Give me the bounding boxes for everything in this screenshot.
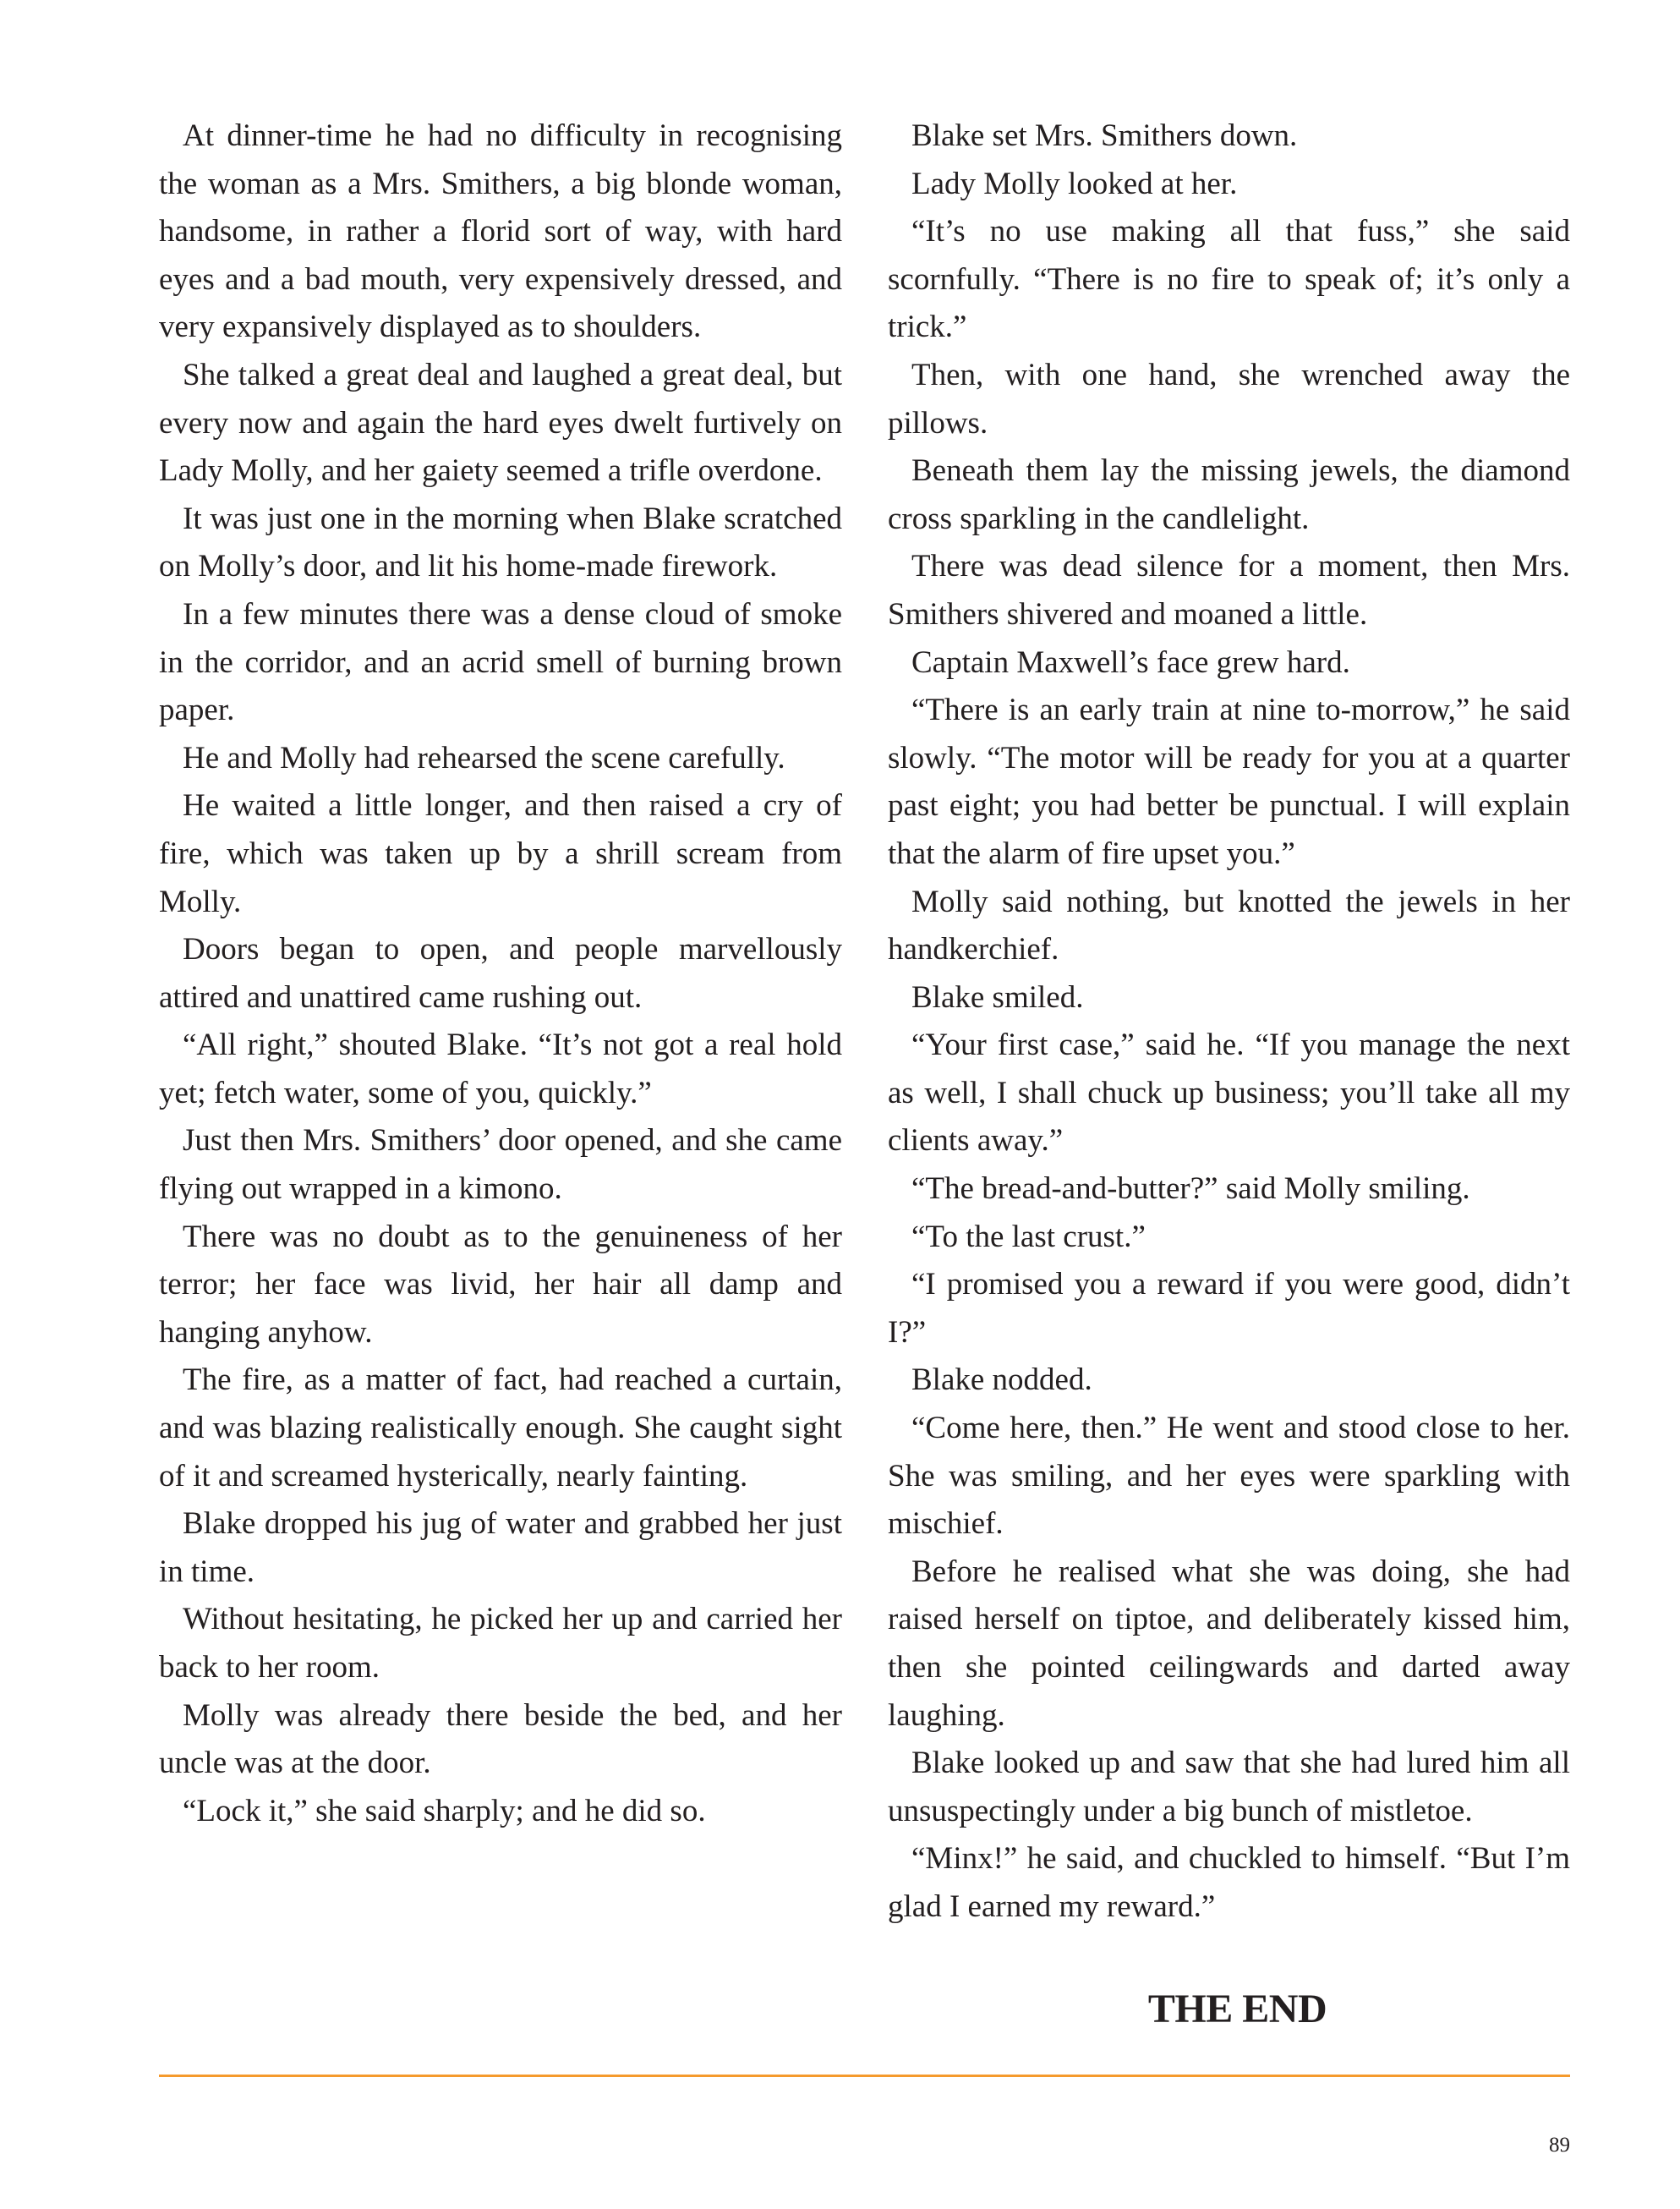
left-text-column [159, 112, 842, 1835]
paragraph: “Come here, then.” He went and stood close to her. She was smiling, and her eyes were sparkling with mischief. [888, 1411, 1570, 1542]
paragraph: Doors began to open, and people marvellously attired and unattired came rushing out. [159, 932, 842, 1015]
paragraph: Then, with one hand, she wrenched away the pillows. [888, 357, 1570, 441]
paragraph: There was no doubt as to the genuineness of her terror; her face was livid, her hair all damp and hanging anyhow. [159, 1219, 842, 1350]
paragraph: Lady Molly looked at her. [911, 166, 1238, 201]
paragraph: Captain Maxwell’s face grew hard. [911, 644, 1350, 680]
paragraph: He and Molly had rehearsed the scene carefully. [183, 740, 785, 776]
paragraph: Without hesitating, he picked her up and carried her back to her room. [159, 1602, 842, 1685]
paragraph: The fire, as a matter of fact, had reached a curtain, and was blazing realistically enough. She caught sight of it and screamed hysterically, nearly fainting. [159, 1362, 842, 1494]
right-text-column [888, 112, 1570, 2033]
paragraph: “It’s no use making all that fuss,” she said scornfully. “There is no fire to speak of; it’s only a trick.” [888, 214, 1570, 345]
paragraph: “The bread-and-butter?” said Molly smiling. [911, 1171, 1470, 1207]
paragraph: Molly said nothing, but knotted the jewels in her handkerchief. [888, 884, 1570, 967]
paragraph: Before he realised what she was doing, she had raised herself on tiptoe, and deliberately kissed him, then she pointed ceilingwards and darted away laughing. [888, 1554, 1570, 1733]
paragraph: Molly was already there beside the bed, and her uncle was at the door. [159, 1697, 842, 1781]
paragraph: Blake dropped his jug of water and grabbed her just in time. [159, 1506, 842, 1589]
paragraph: There was dead silence for a moment, then Mrs. Smithers shivered and moaned a little. [888, 549, 1570, 632]
paragraph: In a few minutes there was a dense cloud of smoke in the corridor, and an acrid smell of burning brown paper. [159, 596, 842, 728]
paragraph: “Your first case,” said he. “If you manage the next as well, I shall chuck up business; you’ll take all my clients away.” [888, 1028, 1570, 1159]
paragraph: At dinner-time he had no difficulty in recognising the woman as a Mrs. Smithers, a big blonde woman, handsome, in rather a florid sort of way, with hard eyes and a bad mouth, very expensively dressed, and very expansively displayed as to shoulders. [159, 118, 842, 345]
paragraph: “There is an early train at nine to-morrow,” he said slowly. “The motor will be ready for you at a quarter past eight; you had better be punctual. I will explain that the alarm of fire upset you.” [888, 693, 1570, 871]
page-number: 89 [1549, 2134, 1570, 2157]
paragraph: “To the last crust.” [911, 1219, 1146, 1254]
paragraph: “Minx!” he said, and chuckled to himself. “But I’m glad I earned my reward.” [888, 1841, 1570, 1924]
paragraph: “Lock it,” she said sharply; and he did so. [183, 1793, 706, 1828]
paragraph: Beneath them lay the missing jewels, the diamond cross sparkling in the candlelight. [888, 453, 1570, 536]
paragraph: Blake set Mrs. Smithers down. [911, 118, 1298, 153]
paragraph: She talked a great deal and laughed a great deal, but every now and again the hard eyes dwelt furtively on Lady Molly, and her gaiety seemed a trifle overdone. [159, 357, 842, 489]
paragraph: It was just one in the morning when Blake scratched on Molly’s door, and lit his home-made firework. [159, 501, 842, 584]
paragraph: “All right,” shouted Blake. “It’s not got a real hold yet; fetch water, some of you, quickly.” [159, 1028, 842, 1110]
the-end-heading: THE END [1147, 1986, 1327, 2031]
paragraph: Blake smiled. [911, 979, 1084, 1015]
paragraph: “I promised you a reward if you were good, didn’t I?” [888, 1267, 1570, 1350]
footer-rule [159, 2075, 1570, 2077]
paragraph: Blake nodded. [911, 1362, 1092, 1398]
paragraph: Blake looked up and saw that she had lured him all unsuspectingly under a big bunch of mistletoe. [888, 1746, 1570, 1828]
paragraph: He waited a little longer, and then raised a cry of fire, which was taken up by a shrill scream from Molly. [159, 788, 842, 919]
paragraph: Just then Mrs. Smithers’ door opened, and she came flying out wrapped in a kimono. [159, 1123, 842, 1207]
